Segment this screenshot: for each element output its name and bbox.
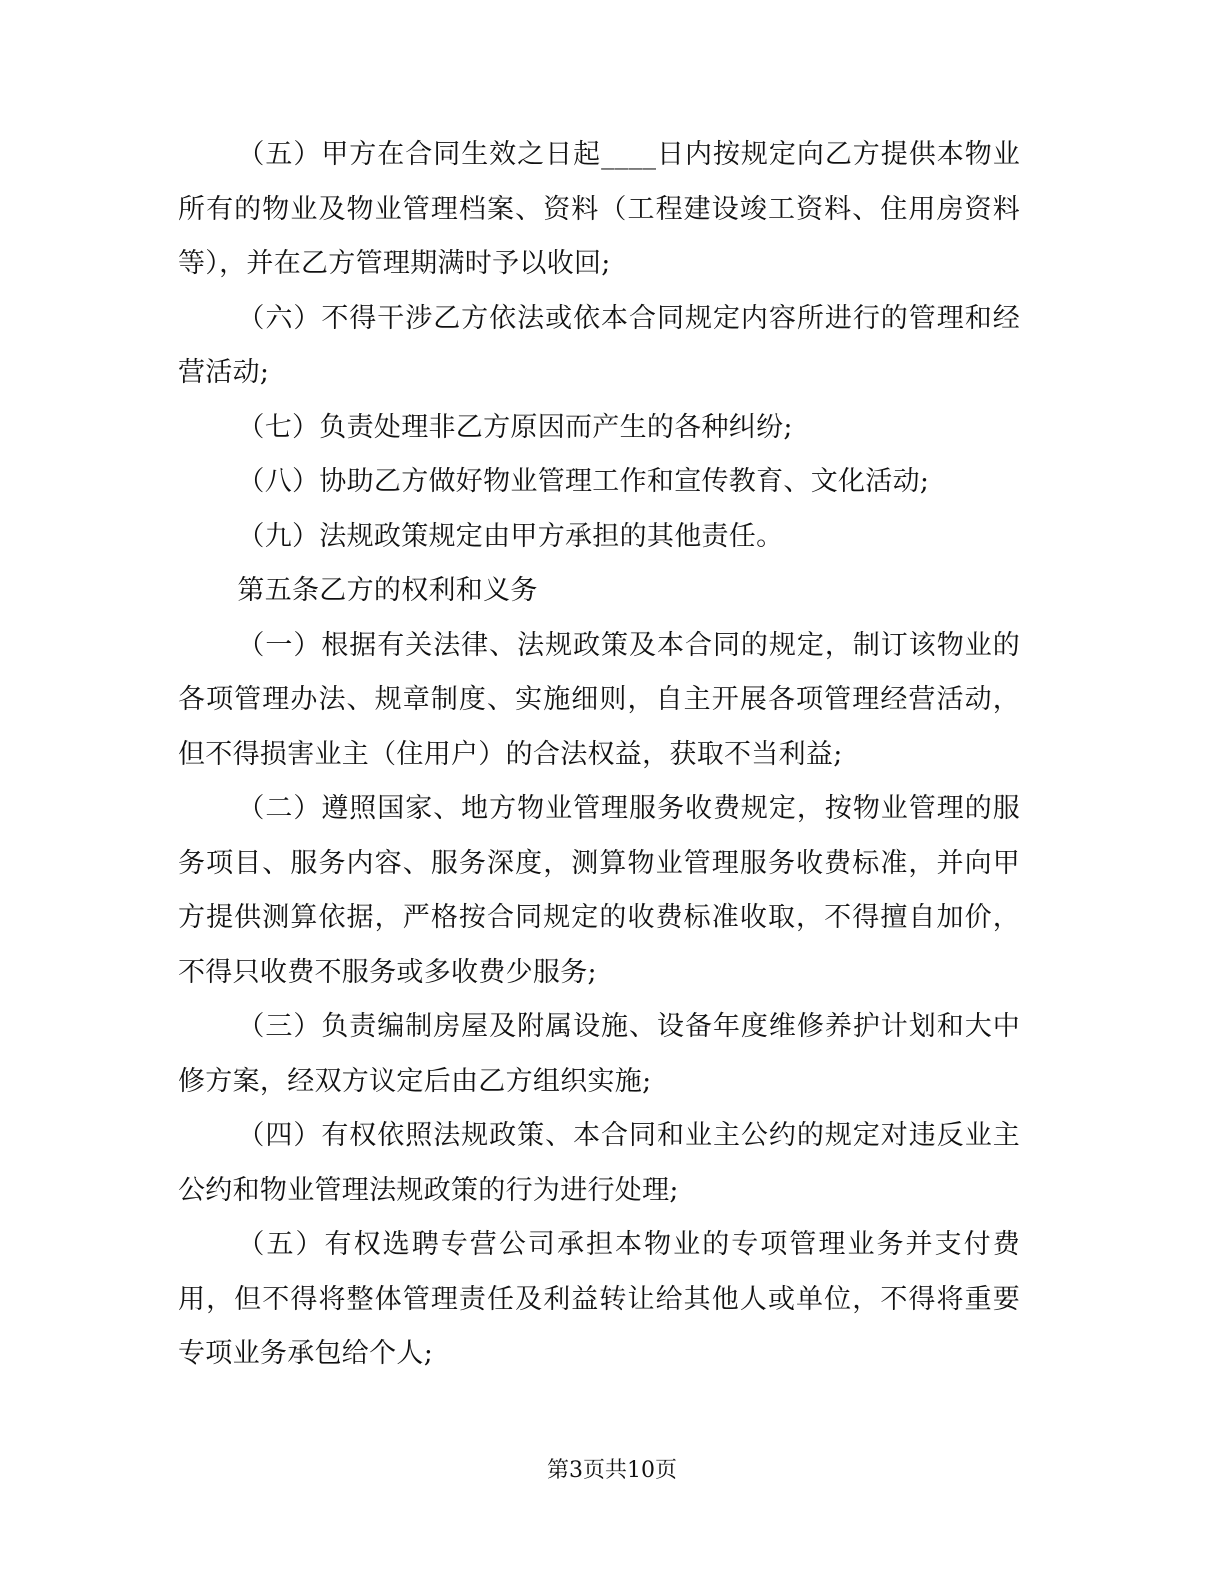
paragraph-party-a-item-9: （九）法规政策规定由甲方承担的其他责任。 — [237, 520, 784, 552]
document-body — [178, 128, 1020, 1382]
paragraph-party-a-item-8: （八）协助乙方做好物业管理工作和宣传教育、文化活动; — [237, 466, 930, 497]
article-5-heading: 第五条乙方的权利和义务 — [237, 575, 538, 606]
paragraph-party-a-item-5: （五）甲方在合同生效之日起____日内按规定向乙方提供本物业所有的物业及物业管理档案、资料（工程建设竣工资料、住用房资料等），并在乙方管理期满时予以收回; — [178, 139, 1020, 279]
paragraph-party-a-item-7: （七）负责处理非乙方原因而产生的各种纠纷; — [237, 411, 793, 443]
paragraph-party-b-item-4: （四）有权依照法规政策、本合同和业主公约的规定对违反业主公约和物业管理法规政策的行为进行处理; — [178, 1120, 1020, 1206]
page-number-footer: 第3页共10页 — [547, 1458, 677, 1483]
paragraph-party-b-item-2: （二）遵照国家、地方物业管理服务收费规定，按物业管理的服务项目、服务内容、服务深度，测算物业管理服务收费标准，并向甲方提供测算依据，严格按合同规定的收费标准收取，不得擅自加价，不得只收费不服务或多收费少服务; — [178, 793, 1020, 988]
paragraph-party-b-item-3: （三）负责编制房屋及附属设施、设备年度维修养护计划和大中修方案，经双方议定后由乙方组织实施; — [178, 1011, 1020, 1097]
paragraph-party-a-item-6: （六）不得干涉乙方依法或依本合同规定内容所进行的管理和经营活动; — [178, 302, 1020, 388]
paragraph-party-b-item-1: （一）根据有关法律、法规政策及本合同的规定，制订该物业的各项管理办法、规章制度、实施细则，自主开展各项管理经营活动，但不得损害业主（住用户）的合法权益，获取不当利益; — [178, 629, 1020, 770]
paragraph-party-b-item-5: （五）有权选聘专营公司承担本物业的专项管理业务并支付费用，但不得将整体管理责任及利益转让给其他人或单位，不得将重要专项业务承包给个人; — [178, 1229, 1020, 1369]
